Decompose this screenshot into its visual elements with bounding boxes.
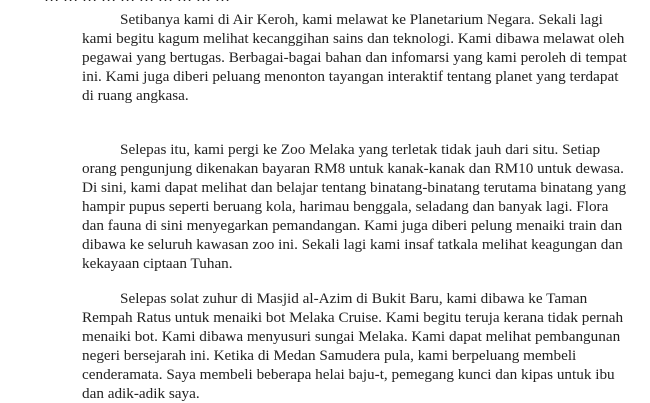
paragraph-line: kami begitu kagum melihat kecanggihan sains dan teknologi. Kami dibawa melawat oleh: [82, 30, 625, 47]
cut-off-top-line: [44, 0, 604, 6]
paragraph-planetarium: [82, 10, 627, 105]
paragraph-line: Di sini, kami dapat melihat dan belajar tentang binatang-binatang terutama binatang yang: [82, 179, 627, 196]
paragraph-melaka-cruise: [82, 289, 624, 403]
paragraph-line: orang pengunjung dikenakan bayaran RM8 untuk kanak-kanak dan RM10 untuk dewasa.: [82, 160, 624, 177]
paragraph-line: Rempah Ratus untuk menaiki bot Melaka Cruise. Kami begitu teruja kerana tidak pernah: [82, 309, 624, 326]
paragraph-line: di ruang angkasa.: [82, 87, 189, 104]
paragraph-line: kekayaan ciptaan Tuhan.: [82, 255, 233, 272]
paragraph-line: pegawai yang bertugas. Berbagai-bagai bahan dan infomarsi yang kami peroleh di tempat: [82, 49, 627, 66]
paragraph-line: ini. Kami juga diberi peluang menonton tayangan interaktif tentang planet yang terdapat: [82, 68, 619, 85]
paragraph-line: dan fauna di sini menyegarkan pemandangan. Kami juga diberi pelung menaiki train dan: [82, 217, 623, 234]
paragraph-line: Setibanya kami di Air Keroh, kami melawat ke Planetarium Negara. Sekali lagi: [120, 11, 603, 28]
paragraph-line: dibawa ke seluruh kawasan zoo ini. Sekali lagi kami insaf tatkala melihat keagungan dan: [82, 236, 623, 253]
paragraph-line: hampir pupus seperti beruang kola, harimau benggala, seladang dan banyak lagi. Flora: [82, 198, 609, 215]
paragraph-line: negeri bersejarah ini. Ketika di Medan Samudera pula, kami berpeluang membeli: [82, 347, 577, 364]
paragraph-line: menaiki bot. Kami dibawa menyusuri sungai Melaka. Kami dapat melihat pembangunan: [82, 328, 621, 345]
paragraph-line: Selepas solat zuhur di Masjid al-Azim di Bukit Baru, kami dibawa ke Taman: [120, 290, 588, 307]
paragraph-line: cenderamata. Saya membeli beberapa helai baju-t, pemegang kunci dan kipas untuk ibu: [82, 366, 615, 383]
paragraph-line: Selepas itu, kami pergi ke Zoo Melaka yang terletak tidak jauh dari situ. Setiap: [120, 141, 601, 158]
paragraph-zoo-melaka: [82, 140, 627, 273]
paragraph-line: dan adik-adik saya.: [82, 385, 200, 402]
